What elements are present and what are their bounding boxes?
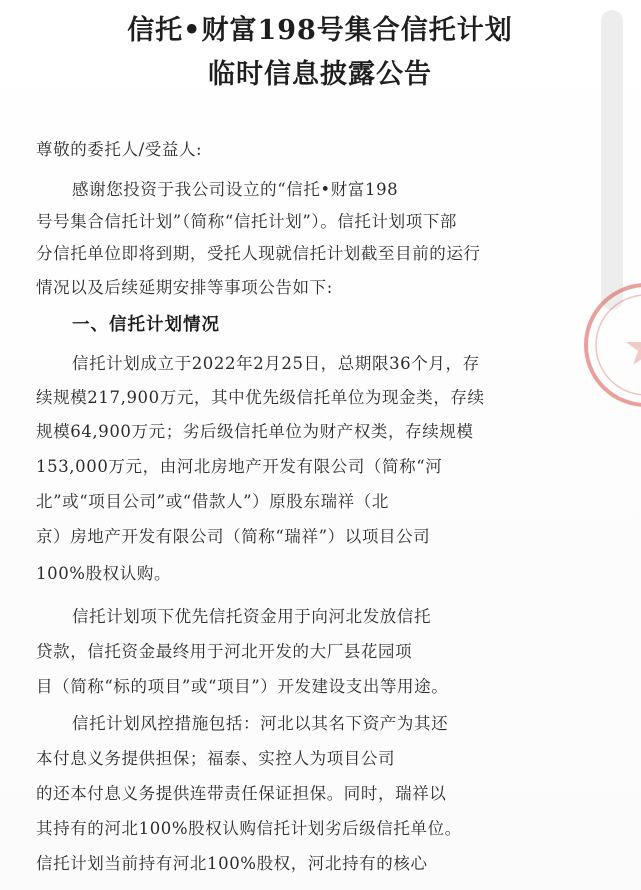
body-line: 信托计划风控措施包括：河北以其名下资产为其还: [72, 714, 449, 733]
body-line: 本付息义务提供担保；福泰、实控人为项目公司: [36, 749, 396, 768]
body-line: 信托计划成立于2022年2月25日，总期限36个月，存: [72, 354, 480, 373]
body-line: 贷款，信托资金最终用于河北开发的大厂县花园项: [36, 642, 413, 661]
body-line: 目（简称“标的项目”或“项目”）开发建设支出等用途。: [36, 677, 449, 696]
salutation: 尊敬的委托人/受益人:: [36, 140, 203, 159]
section-heading: 一、信托计划情况: [72, 315, 220, 335]
body-line: 规模64,900万元；劣后级信托单位为财产权类，存续规模: [36, 422, 474, 441]
body-line: 其持有的河北100%股权认购信托计划劣后级信托单位。: [36, 819, 462, 838]
body-line: 北”或“项目公司”或“借款人”）原股东瑞祥（北: [36, 492, 389, 511]
body-line: 号号集合信托计划”（简称“信托计划”）。信托计划项下部: [36, 212, 458, 231]
document-title-line-2: 临时信息披露公告: [208, 59, 432, 90]
body-line: 感谢您投资于我公司设立的“信托•财富198: [72, 180, 399, 199]
body-line: 续规模217,900万元，其中优先级信托单位为现金类，存续: [36, 388, 485, 407]
body-line: 信托计划当前持有河北100%股权，河北持有的核心: [36, 854, 428, 873]
scrollbar-thumb[interactable]: [601, 10, 623, 310]
body-line: 情况以及后续延期安排等事项公告如下:: [36, 278, 333, 297]
body-line: 100%股权认购。: [36, 564, 172, 583]
body-line: 153,000万元，由河北房地产开发有限公司（简称“河: [36, 457, 443, 476]
body-line: 京）房地产开发有限公司（简称“瑞祥”）以项目公司: [36, 527, 431, 546]
document-title-line-1: 信托•财富198号集合信托计划: [127, 15, 513, 46]
official-seal-icon: [571, 270, 641, 420]
body-line: 的还本付息义务提供连带责任保证担保。同时，瑞祥以: [36, 784, 447, 803]
body-line: 分信托单位即将到期，受托人现就信托计划截至目前的运行: [36, 244, 481, 263]
body-line: 信托计划项下优先信托资金用于向河北发放信托: [72, 607, 432, 626]
